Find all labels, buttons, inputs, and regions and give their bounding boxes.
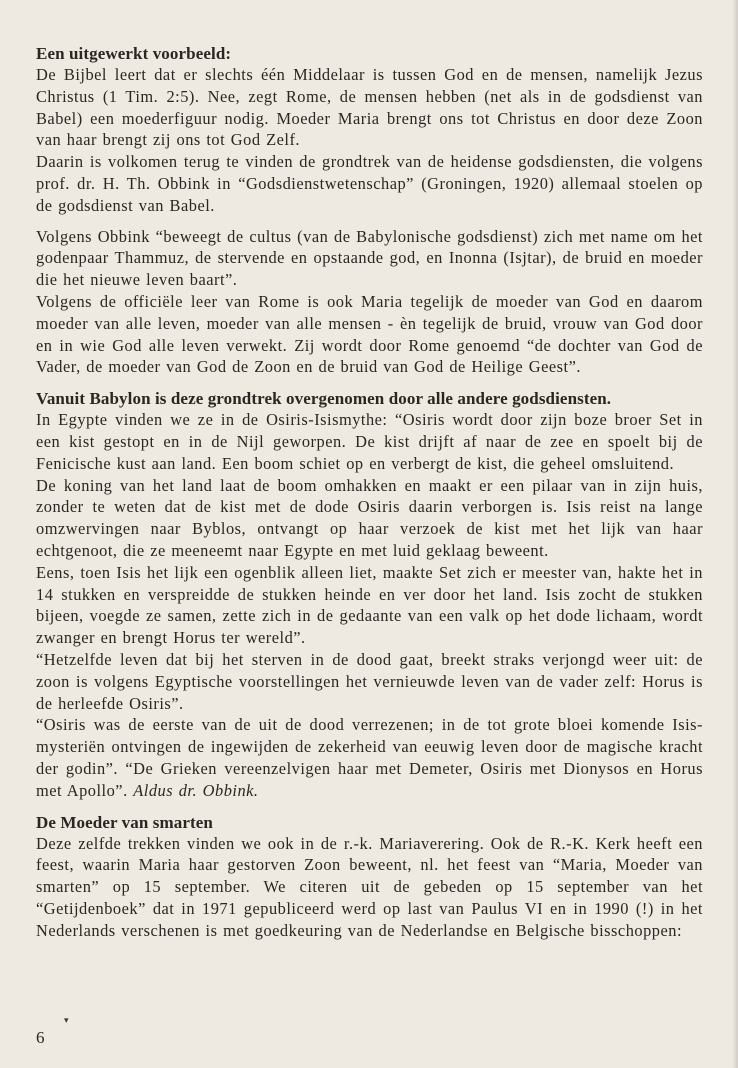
section-heading: Vanuit Babylon is deze grondtrek overgenomen door alle andere godsdiensten. <box>36 389 612 409</box>
page-number: 6 <box>36 1028 45 1047</box>
ink-speck-mark: ▾ <box>64 1015 69 1025</box>
attribution: Aldus dr. Obbink. <box>133 780 259 800</box>
paragraph: De koning van het land laat de boom omhakken en maakt er een pilaar van in zijn huis, zonder te weten dat de kist met de dode Osiris daarin verborgen is. Isis reist na lange omzwervingen naar Byblos, ontvangt op haar verzoek de kist met het lijk van haar echtgenoot, die ze meeneemt naar Egypte en met luid geklaag beweent. <box>36 475 703 560</box>
paragraph: Volgens de officiële leer van Rome is ook Maria tegelijk de moeder van God en daarom moeder van alle leven, moeder van alle mensen - èn tegelijk de bruid, vrouw van God door en in wie God alle leven verwekt. Zij wordt door Rome genoemd “de dochter van God de Vader, de moeder van God de Zoon en de bruid van God de Heilige Geest”. <box>36 291 703 377</box>
paragraph: In Egypte vinden we ze in de Osiris-Isismythe: “Osiris wordt door zijn boze broer Set in een kist gestopt en in de Nijl geworpen. De kist drijft af naar de zee en spoelt bij de Fenicische kust aan land. Een boom schiet op en verbergt de kist, die geheel omsluitend. <box>36 410 703 473</box>
paragraph: Deze zelfde trekken vinden we ook in de r.-k. Mariaverering. Ook de R.-K. Kerk heeft een feest, waarin Maria haar gestorven Zoon beweent, nl. het feest van “Maria, Moeder van smarten” op 15 september. We citeren uit de gebeden op 15 september van het “Getijdenboek” dat in 1971 gepubliceerd werd op last van Paulus VI en in 1990 (!) in het Nederlands verschenen is met goedkeuring van de Nederlandse en Belgische bisschoppen: <box>36 833 703 940</box>
paragraph <box>36 714 703 801</box>
paragraph: Eens, toen Isis het lijk een ogenblik alleen liet, maakte Set zich er meester van, hakte het in 14 stukken en verspreidde de stukken heinde en ver door het land. Isis zocht de stukken bijeen, voegde ze samen, zette zich in de gedaante van een valk op het dode lichaam, wordt zwanger en brengt Horus ter wereld”. <box>36 562 703 648</box>
paragraph: “Hetzelfde leven dat bij het sterven in de dood gaat, breekt straks verjongd weer uit: de zoon is volgens Egyptische voorstellingen het vernieuwde leven van de vader zelf: Horus is de herleefde Osiris”. <box>36 649 703 713</box>
paragraph: Daarin is volkomen terug te vinden de grondtrek van de heidense godsdiensten, die volgens prof. dr. H. Th. Obbink in “Godsdienstwetenschap” (Groningen, 1920) allemaal stoelen op de godsdienst van Babel. <box>36 152 703 215</box>
section-heading: Een uitgewerkt voorbeeld: <box>36 44 232 63</box>
paragraph-text: “Osiris was de eerste van de uit de dood verrezenen; in de tot grote bloei komende Isis-mysteriën ontvingen de ingewijden de zekerheid van eeuwig leven door de magische kracht der godin”. “De Grieken vereenzelvigen haar met Demeter, Osiris met Dionysos en Horus met Apollo”. <box>36 715 703 800</box>
section-example <box>36 43 703 378</box>
section-babylon <box>36 388 703 801</box>
page-edge-shadow <box>732 0 738 1068</box>
paragraph: Volgens Obbink “beweegt de cultus (van de Babylonische godsdienst) zich met name om het godenpaar Thammuz, de stervende en opstaande god, en Inonna (Isjtar), de bruid en moeder die het nieuwe leven baart”. <box>36 226 703 290</box>
section-mother-of-sorrows <box>36 812 703 942</box>
section-heading: De Moeder van smarten <box>36 812 213 832</box>
paragraph: De Bijbel leert dat er slechts één Middelaar is tussen God en de mensen, namelijk Jezus Christus (1 Tim. 2:5). Nee, zegt Rome, de mensen hebben (net als in de godsdienst van Babel) een moederfiguur nodig. Moeder Maria brengt ons tot Christus en door deze Zoon van haar brengt zij ons tot God Zelf. <box>36 65 703 150</box>
